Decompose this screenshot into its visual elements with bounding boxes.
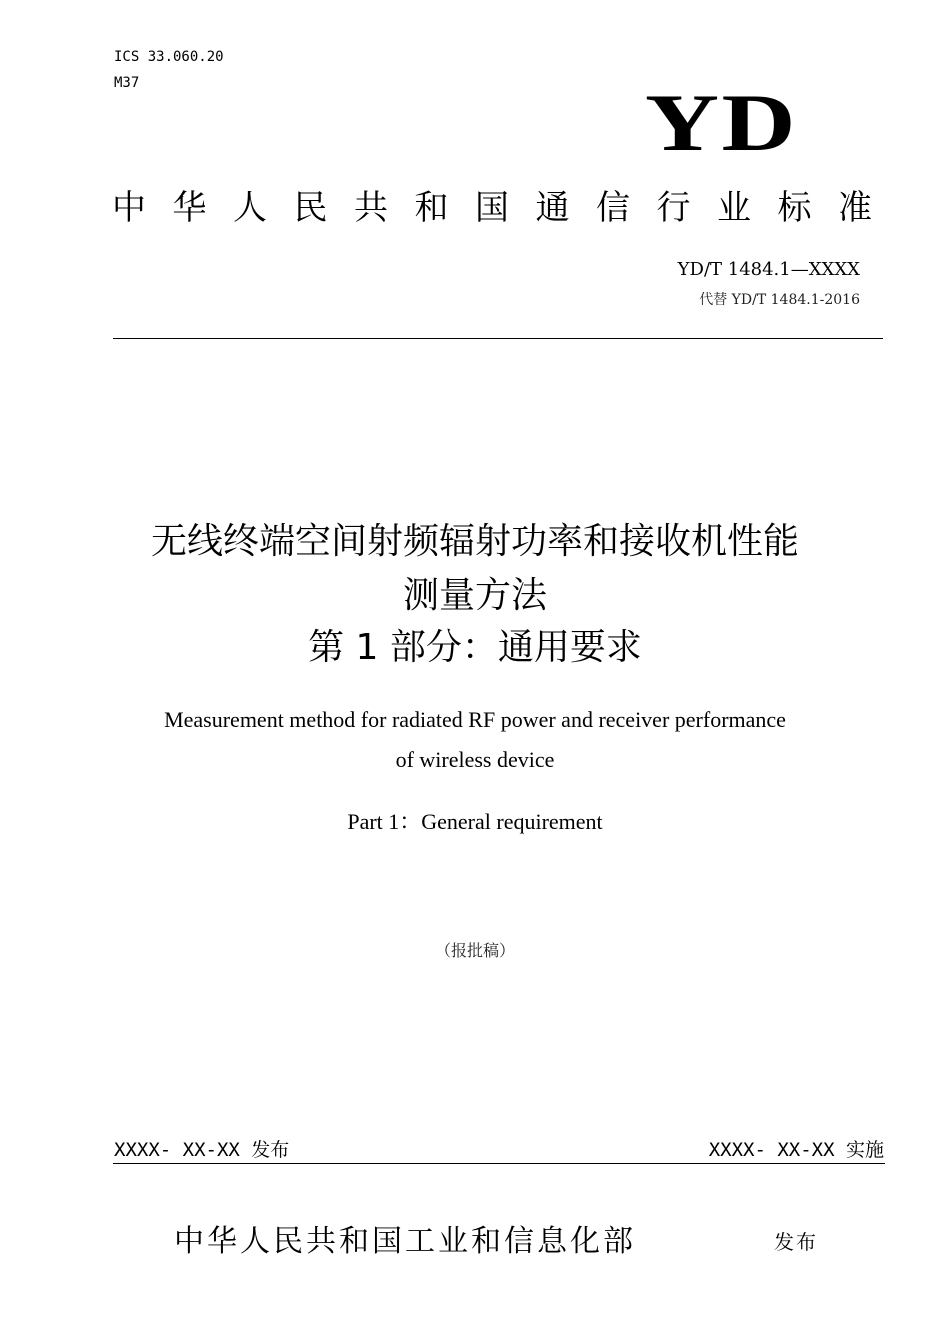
- english-title-line-2: of wireless device: [395, 747, 555, 772]
- header-divider: [113, 338, 883, 339]
- implementation-date: XXXX- XX-XX 实施: [708, 1139, 884, 1161]
- draft-status: （报批稿）: [434, 941, 515, 960]
- english-title-line-1: Measurement method for radiated RF power and receiver performance: [164, 707, 786, 732]
- classification-code: M37: [114, 75, 140, 91]
- standard-number: YD/T 1484.1—XXXX: [677, 259, 860, 280]
- footer-divider: [113, 1163, 885, 1164]
- ics-code: ICS 33.060.20: [114, 49, 224, 65]
- publish-label: 发布: [774, 1230, 818, 1254]
- replaces-note: 代替 YD/T 1484.1-2016: [699, 292, 860, 308]
- yd-logo: YD: [645, 77, 799, 168]
- chinese-title-line-1: 无线终端空间射频辐射功率和接收机性能: [150, 521, 799, 562]
- organization-title: 中华人民共和国通信行业标准: [112, 188, 899, 228]
- chinese-title-line-2: 测量方法: [402, 575, 547, 616]
- issue-date: XXXX- XX-XX 发布: [114, 1139, 290, 1161]
- publisher-name: 中华人民共和国工业和信息化部: [174, 1224, 636, 1259]
- chinese-title-line-3: 第 1 部分：通用要求: [308, 627, 642, 668]
- english-part-title: Part 1：General requirement: [347, 809, 603, 834]
